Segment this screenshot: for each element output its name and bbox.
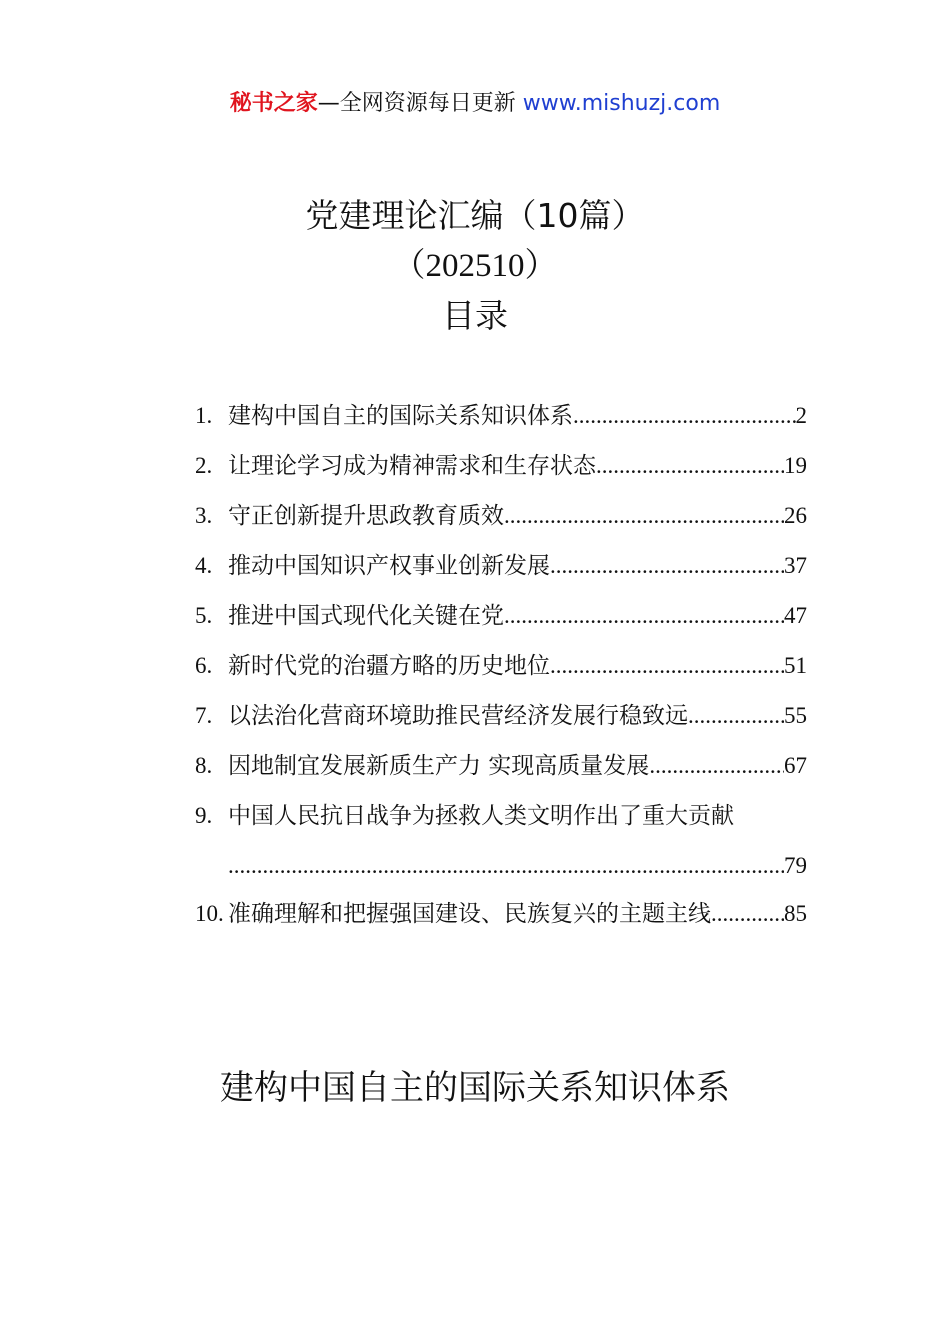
toc-entry-number: 10. [195, 901, 224, 926]
toc-entry-number: 8. [195, 753, 213, 778]
toc-entry-number: 1. [195, 403, 213, 428]
toc-entry-page: 79 [784, 853, 807, 878]
toc-entry-5[interactable] [195, 596, 807, 646]
toc-entry-label: 因地制宜发展新质生产力 实现高质量发展 [228, 753, 650, 779]
toc-entry-page: 47 [784, 603, 807, 628]
toc-entry-page: 37 [784, 553, 807, 578]
toc-entry-4[interactable] [195, 546, 807, 596]
toc-entry-label: 建构中国自主的国际关系知识体系 [228, 403, 573, 429]
toc-entry-page: 67 [784, 753, 807, 778]
toc-entry-label: 让理论学习成为精神需求和生存状态 [228, 453, 596, 479]
toc-entry-page: 2 [795, 403, 807, 428]
toc-entry-page: 26 [784, 503, 807, 528]
toc-leader-dots [228, 846, 784, 886]
toc-entry-7[interactable] [195, 696, 807, 746]
toc-entry-number: 4. [195, 553, 213, 578]
toc-entry-number: 7. [195, 703, 213, 728]
toc-entry-label: 以法治化营商环境助推民营经济发展行稳致远 [228, 703, 688, 729]
toc-leader-dots [688, 696, 784, 736]
brand-name: 秘书之家 [229, 91, 318, 116]
document-title: 党建理论汇编（10篇） [305, 196, 645, 235]
toc-entry-number: 6. [195, 653, 213, 678]
toc-entry-number: 3. [195, 503, 213, 528]
section-title: 建构中国自主的国际关系知识体系 [220, 1068, 730, 1108]
toc-entry-label: 准确理解和把握强国建设、民族复兴的主题主线 [228, 901, 711, 927]
toc-entry-page: 85 [784, 901, 807, 926]
site-header [0, 88, 950, 120]
toc-entry-number: 9. [195, 803, 213, 828]
toc-entry-label: 中国人民抗日战争为拯救人类文明作出了重大贡献 [228, 803, 734, 829]
toc-heading: 目录 [442, 296, 508, 335]
toc-entry-2[interactable] [195, 446, 807, 496]
toc-leader-dots [711, 894, 784, 934]
header-tagline: —全网资源每日更新 [317, 91, 516, 116]
toc-entry-label: 守正创新提升思政教育质效 [228, 503, 504, 529]
toc-leader-dots [504, 596, 784, 636]
toc-entry-label: 推进中国式现代化关键在党 [228, 603, 504, 629]
toc-leader-dots [596, 446, 784, 486]
toc-leader-dots [550, 646, 784, 686]
toc-entry-1[interactable] [195, 396, 807, 446]
toc-entry-8[interactable] [195, 746, 807, 796]
table-of-contents [195, 396, 807, 944]
toc-entry-number: 5. [195, 603, 213, 628]
toc-entry-10[interactable] [195, 894, 807, 944]
toc-entry-9[interactable] [195, 796, 807, 894]
toc-entry-page: 55 [784, 703, 807, 728]
toc-entry-label: 新时代党的治疆方略的历史地位 [228, 653, 550, 679]
toc-entry-continuation [195, 846, 807, 894]
toc-entry-page: 51 [784, 653, 807, 678]
toc-leader-dots [573, 396, 796, 436]
document-date: （202510） [392, 248, 558, 284]
toc-entry-page: 19 [784, 453, 807, 478]
toc-entry-number: 2. [195, 453, 213, 478]
toc-leader-dots [550, 546, 784, 586]
toc-leader-dots [504, 496, 784, 536]
site-link[interactable]: www.mishuzj.com [522, 91, 721, 116]
toc-entry-line [195, 796, 807, 846]
toc-entry-6[interactable] [195, 646, 807, 696]
title-block [0, 192, 950, 340]
toc-leader-dots [649, 746, 784, 786]
toc-entry-3[interactable] [195, 496, 807, 546]
toc-entry-label: 推动中国知识产权事业创新发展 [228, 553, 550, 579]
